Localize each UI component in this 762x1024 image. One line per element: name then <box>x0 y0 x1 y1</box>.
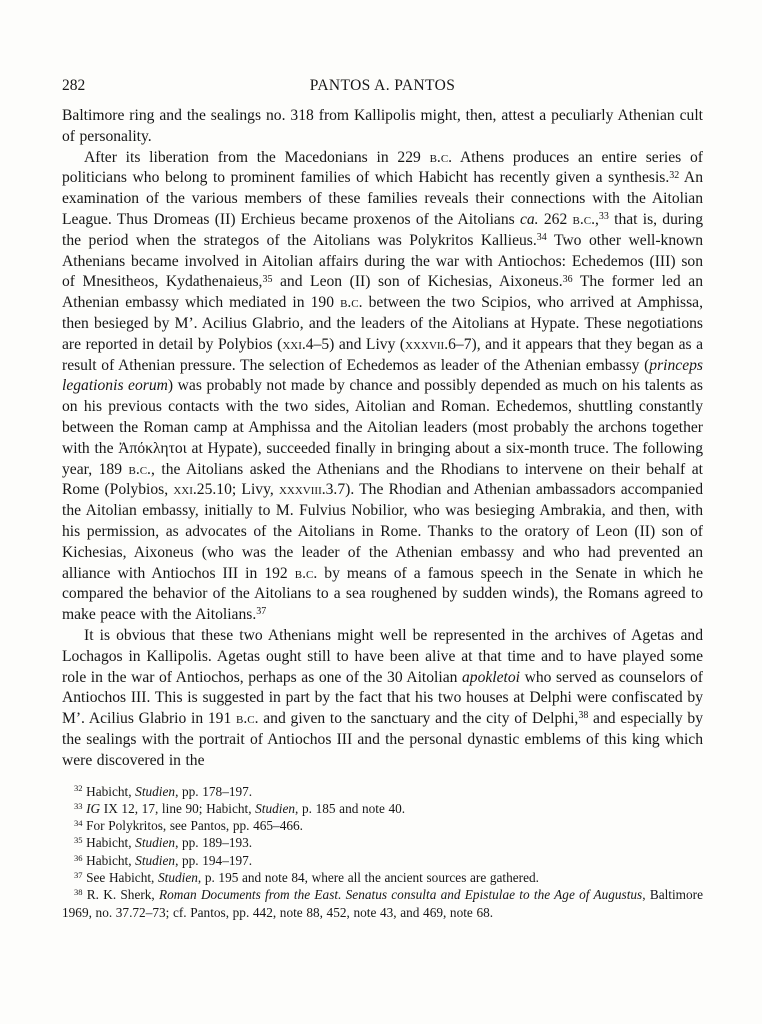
paragraph-archives: It is obvious that these two Athenians might well be represented in the archives of Agetas and Lochagos in Kallipolis. Agetas ought still to have been alive at that time and to have played some role in the war of Antiochos, perhaps as one of the 30 Aitolian apokletoi who served as counselors of Antiochos III. This is suggested in part by the fact that his two houses at Delphi were confiscated by M’. Acilius Glabrio in 191 b.c. and given to the sanctuary and the city of Delphi,$^{38}$ and especially by the sealings with the portrait of Antiochos III and the personal dynastic emblems of this king which were discovered in the <box>62 626 704 769</box>
footnote-32: $^{32}$ Habicht, Studien, pp. 178–197. <box>74 783 253 799</box>
page-content <box>62 76 703 921</box>
article-body <box>62 106 703 772</box>
footnote-34: $^{34}$ For Polykritos, see Pantos, pp. 465–466. <box>74 818 303 834</box>
paragraph-continuation: Baltimore ring and the sealings no. 318 from Kallipolis might, then, attest a peculiarly Athenian cult of personality. <box>62 107 703 145</box>
footnote-35: $^{35}$ Habicht, Studien, pp. 189–193. <box>74 835 253 851</box>
page-header <box>62 76 703 95</box>
footnotes-section <box>62 783 703 921</box>
page-number: 282 <box>62 77 86 94</box>
footnote-38: $^{38}$ R. K. Sherk, Roman Documents from the East. Senatus consulta and Epistulae to the Age of Augustus, Baltimore 1969, no. 37.72–73; cf. Pantos, pp. 442, note 88, 452, note 43, and 469, note 68. <box>62 887 703 920</box>
footnote-37: $^{37}$ See Habicht, Studien, p. 195 and note 84, where all the ancient sources are gathered. <box>74 869 539 885</box>
footnote-36: $^{36}$ Habicht, Studien, pp. 194–197. <box>74 852 253 868</box>
running-title: PANTOS A. PANTOS <box>309 77 456 94</box>
paragraph-liberation: After its liberation from the Macedonians in 229 b.c. Athens produces an entire series of politicians who belong to prominent families of which Habicht has recently given a synthesis.$^{32}$ An examination of the various members of these families reveals their connections with the Aitolian League. Thus Dromeas (II) Erchieus became proxenos of the Aitolians ca. 262 b.c.,$^{33}$ that is, during the period when the strategos of the Aitolians was Polykritos Kallieus.$^{34}$ Two other well-known Athenians became involved in Aitolian affairs during the war with Antiochos: Echedemos (III) son of Mnesitheos, Kydathenaieus,$^{35}$ and Leon (II) son of Kichesias, Aixoneus.$^{36}$ The former led an Athenian embassy which mediated in 190 b.c. between the two Scipios, who arrived at Amphissa, then besieged by M’. Acilius Glabrio, and the leaders of the Aitolians at Hypate. These negotiations are reported in detail by Polybios (xxi.4–5) and Livy (xxxvii.6–7), and it appears that they began as a result of Athenian pressure. The selection of Echedemos as leader of the Athenian embassy (princeps legationis eorum) was probably not made by chance and possibly depended as much on his talents as on his previous contacts with the two sides, Aitolian and Roman. Echedemos, shuttling constantly between the Roman camp at Amphissa and the Aitolian leaders (most probably the archons together with the Ἀπόκλητοι at Hypate), succeeded finally in bringing about a six-month truce. The following year, 189 b.c., the Aitolians asked the Athenians and the Rhodians to intervene on their behalf at Rome (Polybios, xxi.25.10; Livy, xxxviii.3.7). The Rhodian and Athenian ambassadors accompanied the Aitolian embassy, initially to M. Fulvius Nobilior, who was besieging Ambrakia, and then, with his permission, as advocates of the Aitolians in Rome. Thanks to the oratory of Leon (II) son of Kichesias, Aixoneus (who was the leader of the Athenian embassy and who had prevented an alliance with Antiochos III in 192 b.c. by means of a famous speech in the Senate in which he compared the behavior of the Aitolians to a sea roughened by sudden winds), the Romans agreed to make peace with the Aitolians.$^{37}$ <box>62 148 704 624</box>
footnote-33: $^{33}$ IG IX 12, 17, line 90; Habicht, Studien, p. 185 and note 40. <box>74 800 406 816</box>
